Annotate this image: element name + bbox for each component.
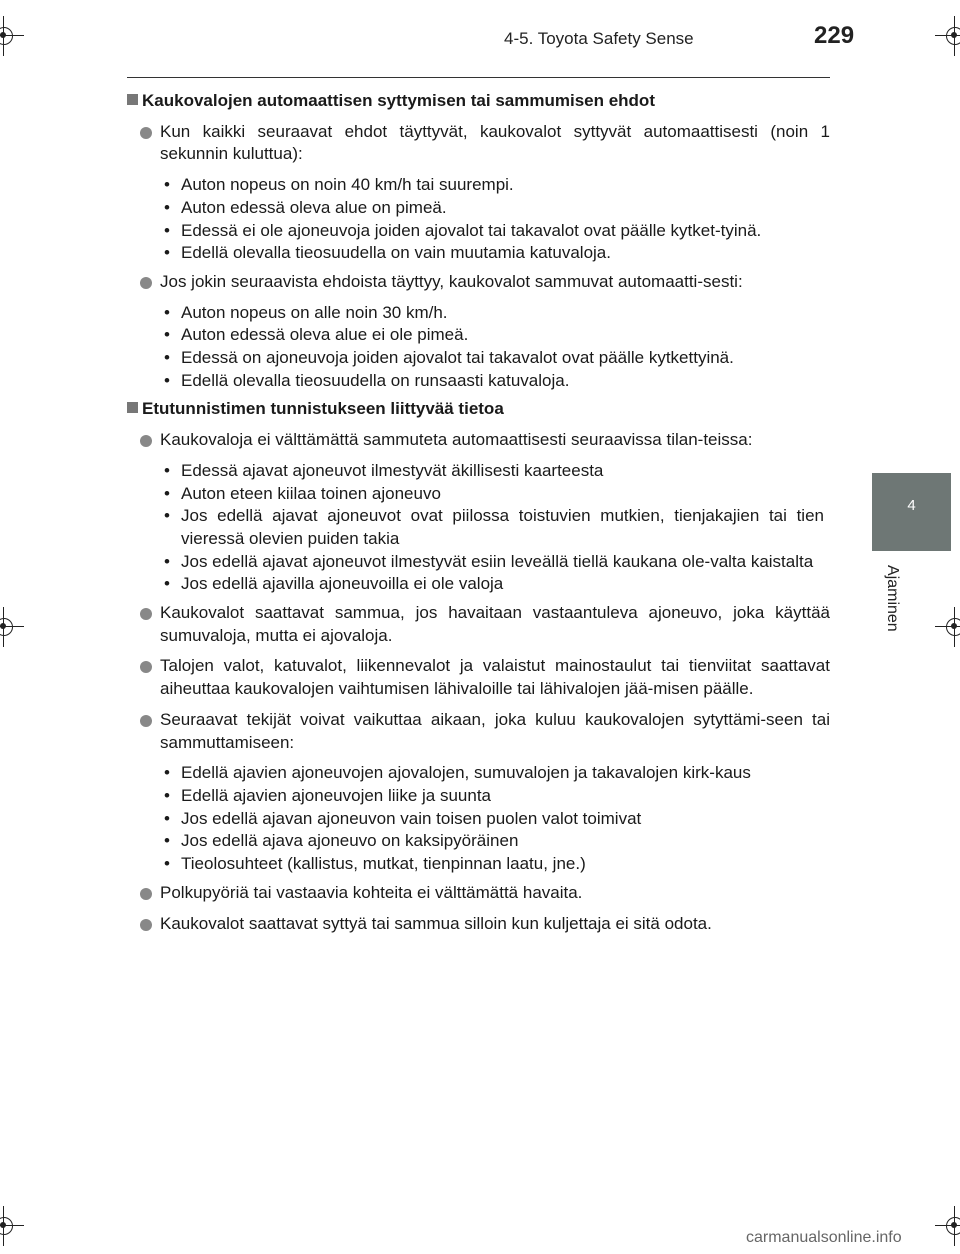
list-item: • Jos edellä ajavat ajoneuvot ilmestyvät esiin leveällä tiellä kaukana ole-valta kaistalta <box>181 551 824 574</box>
circle-bullet-icon <box>140 661 152 673</box>
registration-mark-icon <box>0 16 24 56</box>
watermark: carmanualsonline.info <box>746 1229 902 1246</box>
list-item: • Auton nopeus on alle noin 30 km/h. <box>181 302 824 325</box>
chapter-number: 4 <box>907 497 916 514</box>
list-item: • Edellä olevalla tieosuudella on runsaasti katuvaloja. <box>181 370 824 393</box>
condition-list <box>127 460 830 596</box>
circle-bullet-icon <box>140 919 152 931</box>
bullet-paragraph <box>127 882 830 905</box>
circle-bullet-icon <box>140 277 152 289</box>
condition-list <box>127 174 830 265</box>
circle-bullet-icon <box>140 888 152 900</box>
list-item: • Edessä on ajoneuvoja joiden ajovalot tai takavalot ovat päälle kytkettyinä. <box>181 347 824 370</box>
chapter-label: Ajaminen <box>884 565 901 632</box>
list-item: • Edellä olevalla tieosuudella on vain muutamia katuvaloja. <box>181 242 824 265</box>
list-item: • Jos edellä ajavat ajoneuvot ovat piilossa toistuvien mutkien, tienjakajien tai tien vieressä olevien puiden takia <box>181 505 824 550</box>
bullet-paragraph <box>127 709 830 754</box>
bullet-text: Polkupyöriä tai vastaavia kohteita ei välttämättä havaita. <box>160 882 583 902</box>
list-item: • Auton eteen kiilaa toinen ajoneuvo <box>181 483 824 506</box>
section-heading-text: Kaukovalojen automaattisen syttymisen tai sammumisen ehdot <box>142 91 655 110</box>
section-title: 4-5. Toyota Safety Sense <box>504 29 694 48</box>
registration-mark-icon <box>935 16 960 56</box>
list-item: • Tieolosuhteet (kallistus, mutkat, tienpinnan laatu, jne.) <box>181 853 824 876</box>
section-heading <box>127 90 830 113</box>
circle-bullet-icon <box>140 127 152 139</box>
header-divider <box>127 77 830 78</box>
bullet-paragraph <box>127 913 830 936</box>
section-heading-text: Etutunnistimen tunnistukseen liittyvää tietoa <box>142 399 504 419</box>
bullet-text: Kaukovaloja ei välttämättä sammuteta automaattisesti seuraavissa tilan-teissa: <box>160 430 753 450</box>
circle-bullet-icon <box>140 715 152 727</box>
square-bullet-icon <box>127 94 138 105</box>
circle-bullet-icon <box>140 608 152 620</box>
page-number: 229 <box>814 22 855 49</box>
list-item: • Auton edessä oleva alue on pimeä. <box>181 197 824 220</box>
bullet-text: Jos jokin seuraavista ehdoista täyttyy, kaukovalot sammuvat automaatti-sesti: <box>160 271 743 291</box>
bullet-text: Seuraavat tekijät voivat vaikuttaa aikaan, joka kuluu kaukovalojen sytyttämi-seen tai sammuttamiseen: <box>160 709 830 752</box>
bullet-text: Talojen valot, katuvalot, liikennevalot ja valaistut mainostaulut tai tienviitat saattavat aiheuttaa kaukovalojen vaihtumisen lähivaloille tai lähivalojen jää-misen päälle. <box>160 656 830 699</box>
square-bullet-icon <box>127 402 138 413</box>
list-item: • Jos edellä ajavilla ajoneuvoilla ei ole valoja <box>181 573 824 596</box>
list-item: • Auton nopeus on noin 40 km/h tai suurempi. <box>181 174 824 197</box>
list-item: • Edellä ajavien ajoneuvojen liike ja suunta <box>181 785 824 808</box>
list-item: • Jos edellä ajava ajoneuvo on kaksipyöräinen <box>181 830 824 853</box>
list-item: • Edessä ei ole ajoneuvoja joiden ajovalot tai takavalot ovat päälle kytket-tyinä. <box>181 220 824 243</box>
registration-mark-icon <box>935 1206 960 1246</box>
list-item: • Auton edessä oleva alue ei ole pimeä. <box>181 324 824 347</box>
page-content <box>127 90 830 943</box>
section-heading <box>127 398 830 421</box>
list-item: • Jos edellä ajavan ajoneuvon vain toisen puolen valot toimivat <box>181 808 824 831</box>
bullet-text: Kaukovalot saattavat syttyä tai sammua silloin kun kuljettaja ei sitä odota. <box>160 913 712 933</box>
registration-mark-icon <box>0 1206 24 1246</box>
registration-mark-icon <box>935 607 960 647</box>
condition-list <box>127 762 830 876</box>
condition-list <box>127 302 830 393</box>
bullet-paragraph <box>127 655 830 700</box>
list-item: • Edellä ajavien ajoneuvojen ajovalojen, sumuvalojen ja takavalojen kirk-kaus <box>181 762 824 785</box>
bullet-paragraph <box>127 271 830 294</box>
bullet-text: Kun kaikki seuraavat ehdot täyttyvät, kaukovalot syttyvät automaattisesti (noin 1 sekunnin kuluttua): <box>160 121 830 164</box>
bullet-text: Kaukovalot saattavat sammua, jos havaitaan vastaantuleva ajoneuvo, joka käyttää sumuvaloja, mutta ei ajovaloja. <box>160 603 830 645</box>
bullet-paragraph <box>127 121 830 166</box>
bullet-paragraph <box>127 429 830 452</box>
bullet-paragraph <box>127 602 830 647</box>
list-item: • Edessä ajavat ajoneuvot ilmestyvät äkillisesti kaarteesta <box>181 460 824 483</box>
registration-mark-icon <box>0 607 24 647</box>
circle-bullet-icon <box>140 435 152 447</box>
